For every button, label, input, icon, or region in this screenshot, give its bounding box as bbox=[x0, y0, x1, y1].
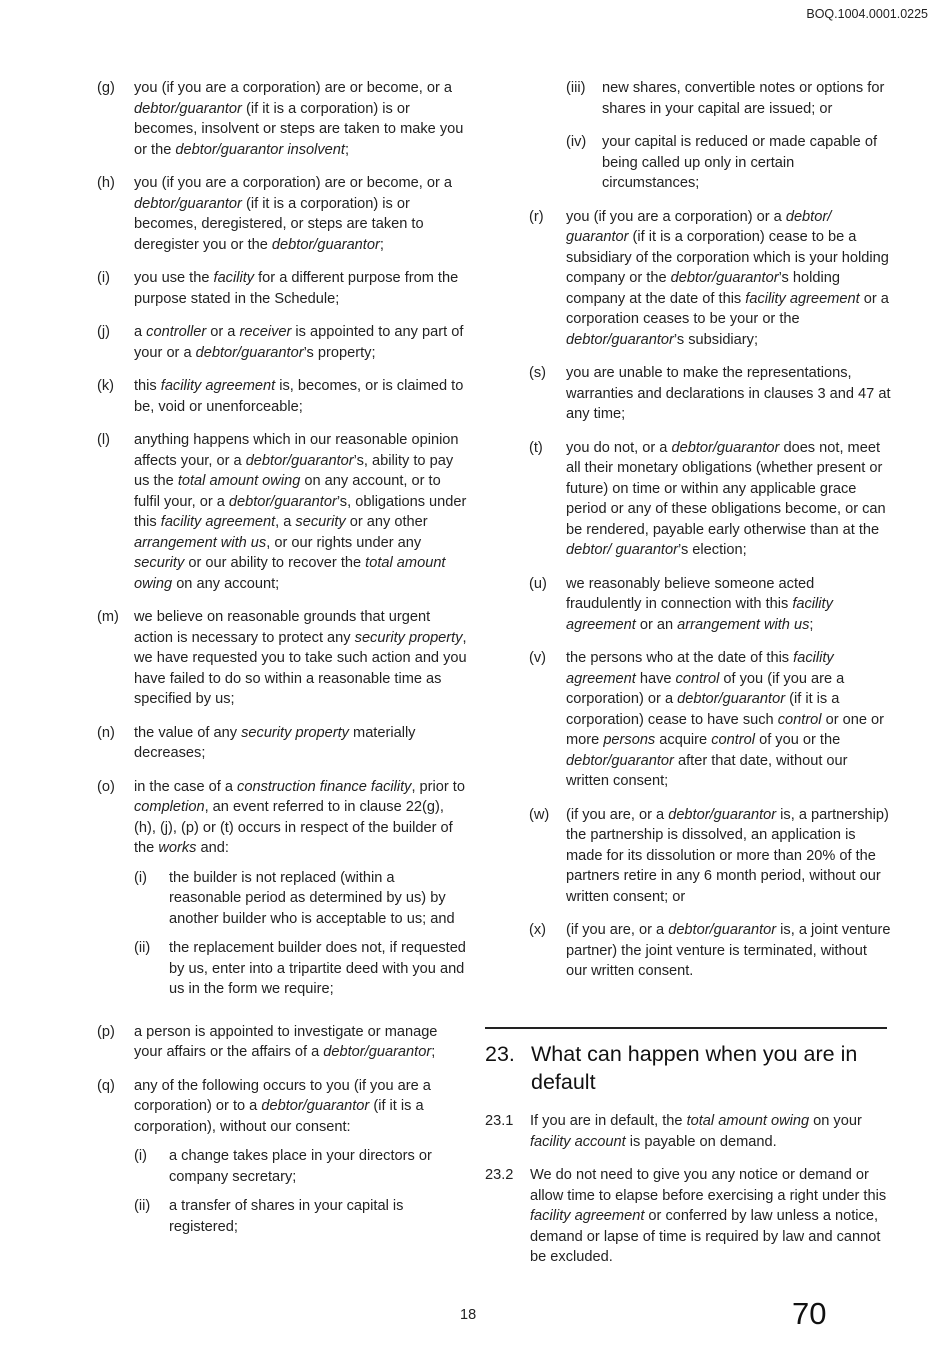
list-item bbox=[529, 574, 891, 636]
list-item-label: (j) bbox=[97, 324, 110, 340]
list-item-text: this facility agreement is, becomes, or is claimed to be, void or unenforceable; bbox=[134, 378, 464, 415]
clause-item-label: 23.2 bbox=[485, 1167, 514, 1183]
list-item-label: (g) bbox=[97, 80, 115, 96]
list-item bbox=[97, 173, 469, 255]
section-title: What can happen when you are in default bbox=[531, 1042, 858, 1094]
list-item-label: (i) bbox=[97, 270, 110, 286]
sub-list-item bbox=[566, 132, 891, 194]
list-item-text: anything happens which in our reasonable opinion affects your, or a debtor/guarantor’s, ability to pay us the total amount owing on any account, or to fulfil your, or a debtor/guarantor’s, obligations under this facility agreement, a security or any other arrangement with us, or our rights under any security or our ability to recover the total amount owing on any account; bbox=[134, 432, 467, 592]
sub-list-item-label: (iii) bbox=[566, 80, 586, 96]
list-item bbox=[529, 438, 891, 561]
list-item-text: you are unable to make the representations, warranties and declarations in clauses 3 and 47 at any time; bbox=[566, 365, 891, 422]
sub-list-item-label: (i) bbox=[134, 1148, 147, 1164]
list-item bbox=[97, 777, 469, 1009]
list-item-text: a controller or a receiver is appointed to any part of your or a debtor/guarantor’s property; bbox=[134, 324, 464, 361]
list-item bbox=[97, 723, 469, 764]
section-heading bbox=[485, 1040, 885, 1096]
sub-list-item-text: a change takes place in your directors or company secretary; bbox=[169, 1148, 432, 1185]
document-id: BOQ.1004.0001.0225 bbox=[806, 7, 928, 21]
sub-list-item-text: your capital is reduced or made capable of being called up only in certain circumstances; bbox=[602, 134, 878, 191]
list-item-label: (x) bbox=[529, 922, 547, 938]
list-item bbox=[529, 648, 891, 792]
clause-item bbox=[485, 1111, 887, 1152]
sub-list-item-label: (i) bbox=[134, 869, 147, 886]
list-item bbox=[97, 322, 469, 363]
clause-item-text: If you are in default, the total amount owing on your facility account is payable on demand. bbox=[530, 1113, 862, 1150]
list-item bbox=[529, 207, 891, 351]
list-item-label: (l) bbox=[97, 432, 110, 448]
list-item-label: (u) bbox=[529, 575, 547, 592]
list-item-text: any of the following occurs to you (if you are a corporation) or to a debtor/guarantor (if it is a corporation), without our consent: (i) a change takes place in your directors or company secretary; (ii) a transfer of shares in your capital is registered; bbox=[134, 1076, 469, 1247]
list-item-text: you (if you are a corporation) are or become, or a debtor/guarantor (if it is a corporation) is or becomes, insolvent or steps are taken to make you or the debtor/guarantor insolvent; bbox=[134, 80, 464, 158]
sub-list-item bbox=[134, 868, 469, 930]
section-divider bbox=[485, 1027, 887, 1029]
sub-list-item bbox=[134, 1196, 469, 1237]
list-item-text: a person is appointed to investigate or manage your affairs or the affairs of a debtor/guarantor; bbox=[134, 1023, 438, 1060]
clause-item bbox=[485, 1165, 887, 1268]
list-item bbox=[97, 78, 469, 160]
right-items bbox=[529, 207, 891, 982]
right-subitems bbox=[529, 78, 891, 194]
sub-list-item bbox=[566, 78, 891, 119]
sub-list-item bbox=[134, 938, 469, 1000]
list-item-text: you do not, or a debtor/guarantor does not, meet all their monetary obligations (whether present or future) on time or within any applicable grace period or any of these obligations become, or can be rendered, payable early otherwise than at the debtor/ guarantor’s election; bbox=[566, 439, 886, 558]
list-item bbox=[97, 376, 469, 417]
list-item-text: the value of any security property materially decreases; bbox=[134, 724, 416, 761]
list-item-text: we reasonably believe someone acted fraudulently in connection with this facility agreement or an arrangement with us; bbox=[566, 575, 833, 633]
list-item bbox=[97, 268, 469, 309]
list-item-text: you (if you are a corporation) are or become, or a debtor/guarantor (if it is a corporation) is or becomes, deregistered, or steps are taken to deregister you or the debtor/guarantor; bbox=[134, 175, 452, 253]
clause-item-text: We do not need to give you any notice or demand or allow time to elapse before exercising a right under this facility agreement or conferred by law unless a notice, demand or lapse of time is required by law and cannot be excluded. bbox=[530, 1167, 887, 1265]
list-item-label: (t) bbox=[529, 439, 543, 456]
sub-list-item-text: a transfer of shares in your capital is registered; bbox=[169, 1198, 404, 1235]
list-item-text: (if you are, or a debtor/guarantor is, a partnership) the partnership is dissolved, an application is made for its dissolution or more than 20% of the partners retire in any 6 month period, without our written consent; or bbox=[566, 806, 889, 905]
list-item-label: (s) bbox=[529, 365, 547, 381]
sub-list-item-label: (ii) bbox=[134, 1198, 151, 1214]
list-item-label: (n) bbox=[97, 724, 115, 741]
list-item-text: the persons who at the date of this facility agreement have control of you (if you are a corporation) or a debtor/guarantor (if it is a corporation) cease to have such control or one or more persons acquire control of you or the debtor/guarantor after that date, without our written consent; bbox=[566, 650, 885, 789]
list-item-label: (q) bbox=[97, 1077, 115, 1094]
list-item-text: we believe on reasonable grounds that urgent action is necessary to protect any security property, we have requested you to take such action and you have failed to do so within a reasonable time as specified by us; bbox=[134, 609, 467, 707]
list-item-label: (r) bbox=[529, 208, 544, 225]
sub-list-item-label: (ii) bbox=[134, 940, 151, 956]
list-item bbox=[529, 920, 891, 982]
list-item-label: (h) bbox=[97, 175, 115, 191]
sub-list-item-label: (iv) bbox=[566, 134, 587, 150]
left-column bbox=[97, 78, 469, 1259]
sub-list-item-text: the builder is not replaced (within a reasonable period as determined by us) by another builder who is acceptable to us; and bbox=[169, 869, 455, 927]
sub-list-item bbox=[134, 1146, 469, 1187]
list-item bbox=[529, 805, 891, 908]
list-item bbox=[97, 607, 469, 710]
list-item-label: (k) bbox=[97, 378, 115, 394]
list-item-text: you use the facility for a different purpose from the purpose stated in the Schedule; bbox=[134, 270, 459, 307]
clause-item-label: 23.1 bbox=[485, 1113, 514, 1129]
list-item bbox=[529, 363, 891, 425]
list-item-label: (o) bbox=[97, 778, 115, 795]
list-item-label: (m) bbox=[97, 609, 119, 625]
document-page-marker: 70 bbox=[792, 1296, 827, 1331]
page-number: 18 bbox=[460, 1307, 477, 1323]
list-item-label: (v) bbox=[529, 650, 547, 666]
list-item bbox=[97, 1076, 469, 1247]
list-item bbox=[97, 430, 469, 594]
sub-list-item-text: the replacement builder does not, if requested by us, enter into a tripartite deed with you and us in the form we require; bbox=[169, 940, 466, 997]
list-item-text: (if you are, or a debtor/guarantor is, a joint venture partner) the joint venture is terminated, without our written consent. bbox=[566, 922, 891, 979]
right-column bbox=[529, 78, 891, 995]
list-item-label: (p) bbox=[97, 1023, 115, 1040]
list-item bbox=[97, 1022, 469, 1063]
sub-list-item-text: new shares, convertible notes or options for shares in your capital are issued; or bbox=[602, 80, 885, 117]
list-item-text: in the case of a construction finance facility, prior to completion, an event referred to in clause 22(g), (h), (j), (p) or (t) occurs in respect of the builder of the works and: (i) the builder is not replaced (within a reasonable period as determined by us) by another builder who is acceptable to us; and (ii) the replacement builder does not, if requested by us, enter into a tripartite deed with you and us in the form we require; bbox=[134, 777, 469, 1009]
list-item-label: (w) bbox=[529, 806, 550, 823]
section-clauses bbox=[485, 1111, 887, 1281]
section-number: 23. bbox=[485, 1042, 515, 1066]
list-item-text: you (if you are a corporation) or a debtor/ guarantor (if it is a corporation) cease to be a subsidiary of the corporation which is your holding company or the debtor/guarantor’s holding company at the date of this facility agreement or a corporation ceases to be your or the debtor/guarantor’s subsidiary; bbox=[566, 208, 889, 348]
